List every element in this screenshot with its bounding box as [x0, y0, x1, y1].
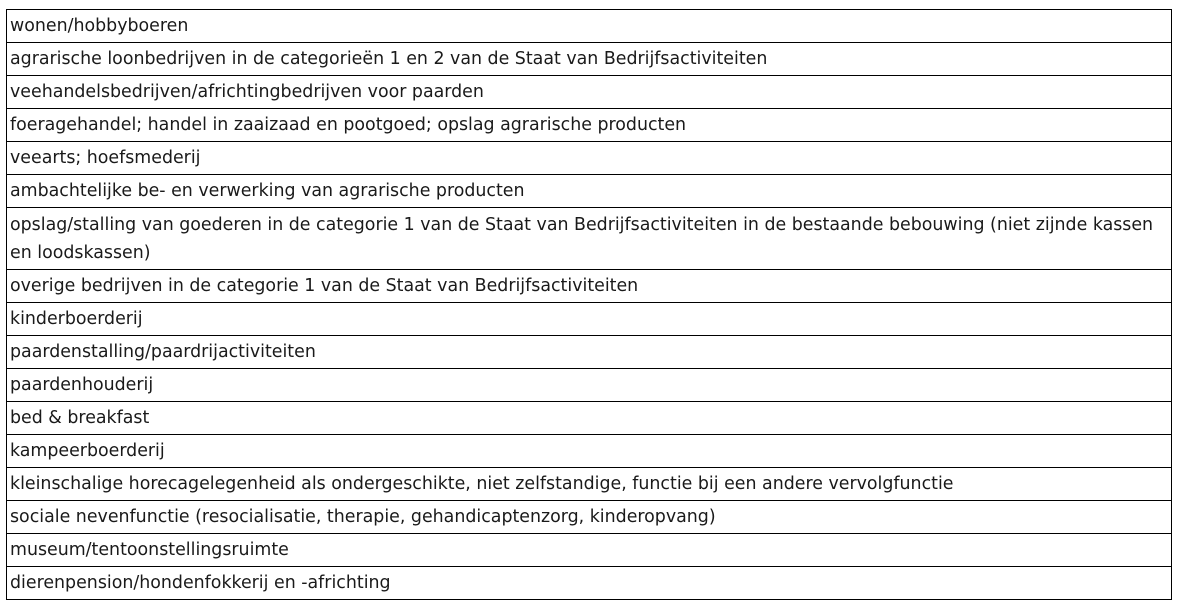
table-row [7, 336, 1172, 369]
table-row [7, 208, 1172, 270]
table-row [7, 10, 1172, 43]
table-cell: kinderboerderij [7, 303, 1172, 336]
table-row [7, 435, 1172, 468]
table-row [7, 175, 1172, 208]
function-table [6, 9, 1172, 600]
table-cell: kleinschalige horecagelegenheid als ondergeschikte, niet zelfstandige, functie bij een andere vervolgfunctie [7, 468, 1172, 501]
table-cell: museum/tentoonstellingsruimte [7, 534, 1172, 567]
table-row [7, 43, 1172, 76]
table-row [7, 501, 1172, 534]
table-cell: veearts; hoefsmederij [7, 142, 1172, 175]
table-row [7, 402, 1172, 435]
function-table-container [6, 9, 1172, 600]
table-row [7, 468, 1172, 501]
table-row [7, 567, 1172, 600]
table-cell: bed & breakfast [7, 402, 1172, 435]
table-cell: agrarische loonbedrijven in de categorieën 1 en 2 van de Staat van Bedrijfsactiviteiten [7, 43, 1172, 76]
table-row [7, 76, 1172, 109]
table-row [7, 369, 1172, 402]
table-cell: veehandelsbedrijven/africhtingbedrijven voor paarden [7, 76, 1172, 109]
table-cell: kampeerboerderij [7, 435, 1172, 468]
table-row [7, 534, 1172, 567]
table-cell: dierenpension/hondenfokkerij en -africhting [7, 567, 1172, 600]
table-cell: overige bedrijven in de categorie 1 van de Staat van Bedrijfsactiviteiten [7, 270, 1172, 303]
table-cell: wonen/hobbyboeren [7, 10, 1172, 43]
table-cell: paardenhouderij [7, 369, 1172, 402]
table-cell: ambachtelijke be- en verwerking van agrarische producten [7, 175, 1172, 208]
table-cell: opslag/stalling van goederen in de categorie 1 van de Staat van Bedrijfsactiviteiten in de bestaande bebouwing (niet zijnde kassen en loodskassen) [7, 208, 1172, 270]
table-row [7, 142, 1172, 175]
table-cell: sociale nevenfunctie (resocialisatie, therapie, gehandicaptenzorg, kinderopvang) [7, 501, 1172, 534]
table-row [7, 303, 1172, 336]
table-cell: foeragehandel; handel in zaaizaad en pootgoed; opslag agrarische producten [7, 109, 1172, 142]
table-cell: paardenstalling/paardrijactiviteiten [7, 336, 1172, 369]
table-row [7, 109, 1172, 142]
table-row [7, 270, 1172, 303]
